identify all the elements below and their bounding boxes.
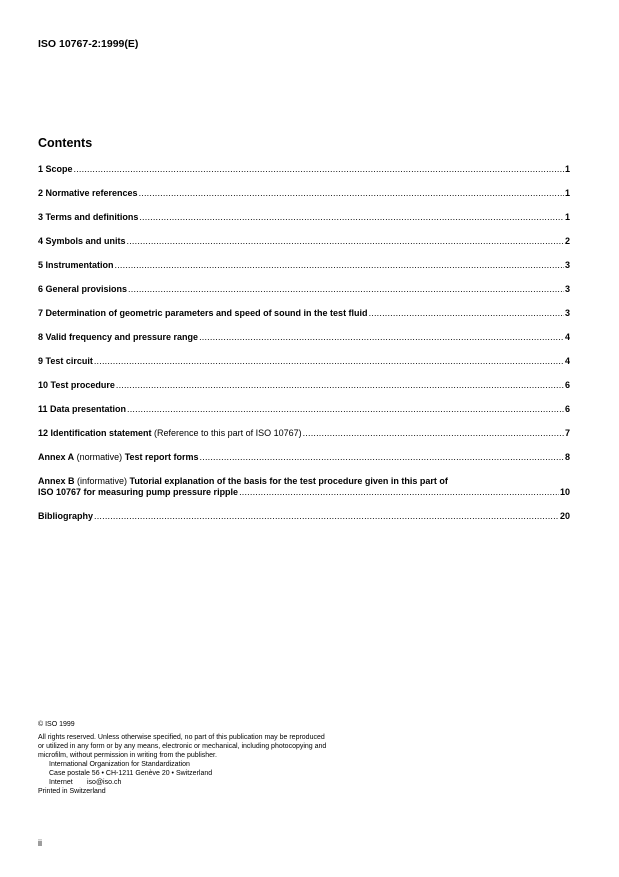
dot-leader [139, 188, 564, 199]
toc-entry-geometric-parameters[interactable] [38, 308, 570, 332]
toc-page-number: 10 [559, 487, 570, 497]
toc-entry-normative-references[interactable] [38, 188, 570, 212]
toc-entry-valid-frequency[interactable] [38, 332, 570, 356]
dot-leader [128, 284, 564, 295]
toc-label: 8 Valid frequency and pressure range [38, 332, 199, 342]
toc-label: 10 Test procedure [38, 380, 115, 390]
dot-leader [115, 260, 564, 271]
printed-in: Printed in Switzerland [38, 788, 106, 795]
dot-leader [239, 487, 559, 498]
toc-label-main: 12 Identification statement [38, 428, 152, 438]
dot-leader [127, 404, 564, 415]
toc-page-number: 3 [564, 308, 570, 318]
toc-page-number: 1 [564, 188, 570, 198]
toc-entry-test-circuit[interactable] [38, 356, 570, 380]
organization-address: Case postale 56 • CH-1211 Genève 20 • Switzerland [49, 770, 213, 777]
toc-label [38, 476, 448, 487]
toc-entry-bibliography[interactable] [38, 511, 570, 535]
dot-leader [303, 428, 564, 439]
toc-page-number: 8 [564, 452, 570, 462]
document-id: ISO 10767-2:1999(E) [38, 38, 139, 50]
organization-name: International Organization for Standardization [49, 761, 190, 768]
toc-label: 1 Scope [38, 164, 73, 174]
toc-entry-scope[interactable] [38, 164, 570, 188]
toc-entry-symbols-units[interactable] [38, 236, 570, 260]
dot-leader [200, 452, 564, 463]
toc-page-number: 6 [564, 404, 570, 414]
toc-label: 4 Symbols and units [38, 236, 126, 246]
dot-leader [139, 212, 564, 223]
toc-label-rest: Test report forms [124, 452, 199, 462]
toc-label: 7 Determination of geometric parameters and speed of sound in the test fluid [38, 308, 368, 318]
copyright-notice: © ISO 1999 [38, 721, 75, 728]
toc-label: 3 Terms and definitions [38, 212, 139, 222]
internet-email[interactable]: iso@iso.ch [87, 779, 122, 786]
toc-entry-identification-statement[interactable] [38, 428, 570, 452]
toc-label-note: (normative) [74, 452, 125, 462]
dot-leader [94, 511, 559, 522]
toc-entry-test-procedure[interactable] [38, 380, 570, 404]
rights-text-line: All rights reserved. Unless otherwise specified, no part of this publication may be reproduced [38, 734, 325, 741]
toc-page-number: 1 [564, 164, 570, 174]
toc-entry-annex-a[interactable] [38, 452, 570, 476]
toc-label: Bibliography [38, 511, 94, 521]
dot-leader [116, 380, 564, 391]
toc-page-number: 3 [564, 284, 570, 294]
dot-leader [199, 332, 564, 343]
toc-page-number: 7 [564, 428, 570, 438]
toc-page-number: 6 [564, 380, 570, 390]
toc-page-number: 4 [564, 356, 570, 366]
toc-label-note: (Reference to this part of ISO 10767) [151, 428, 302, 438]
toc-page-number: 2 [564, 236, 570, 246]
toc-label-main: Annex A [38, 452, 75, 462]
toc-entry-annex-b[interactable] [38, 476, 570, 511]
toc-page-number: 20 [559, 511, 570, 521]
toc-label-rest: Tutorial explanation of the basis for the test procedure given in this part of [129, 476, 448, 486]
toc-page-number: 3 [564, 260, 570, 270]
toc-page-number: 4 [564, 332, 570, 342]
dot-leader [369, 308, 564, 319]
copyright-block [38, 720, 418, 796]
toc-label: 2 Normative references [38, 188, 138, 198]
toc-label [38, 452, 199, 463]
contents-heading: Contents [38, 136, 93, 150]
toc-label: 11 Data presentation [38, 404, 127, 414]
toc-entry-terms-definitions[interactable] [38, 212, 570, 236]
toc-entry-general-provisions[interactable] [38, 284, 570, 308]
dot-leader [74, 164, 564, 175]
toc-entry-data-presentation[interactable] [38, 404, 570, 428]
toc-label: 6 General provisions [38, 284, 128, 294]
internet-label: Internet [49, 779, 73, 786]
toc-label-main: Annex B [38, 476, 75, 486]
toc-label-line2: ISO 10767 for measuring pump pressure ripple [38, 487, 239, 497]
internet-row [38, 778, 418, 787]
rights-text-line: microfilm, without permission in writing from the publisher. [38, 752, 217, 759]
rights-text-line: or utilized in any form or by any means, electronic or mechanical, including photocopying and [38, 743, 327, 750]
table-of-contents [38, 164, 570, 535]
toc-label-note: (informative) [74, 476, 130, 486]
toc-label: 5 Instrumentation [38, 260, 114, 270]
toc-label: 9 Test circuit [38, 356, 93, 366]
toc-label [38, 428, 302, 439]
toc-entry-instrumentation[interactable] [38, 260, 570, 284]
toc-page-number: 1 [564, 212, 570, 222]
dot-leader [94, 356, 564, 367]
dot-leader [127, 236, 564, 247]
page-number: ii [38, 838, 42, 848]
